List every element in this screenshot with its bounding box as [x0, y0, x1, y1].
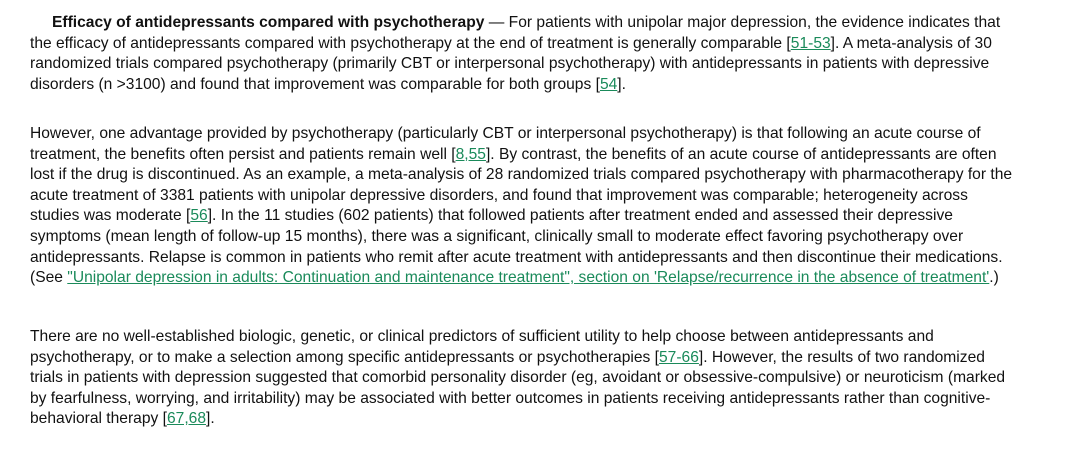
text-line: behavioral therapy [67,68]. — [30, 410, 215, 428]
text-line: lost if the drug is discontinued. As an example, a meta-analysis of 28 randomized trials compared psychotherapy with pharmacotherapy for the — [30, 166, 1013, 184]
text-line: by fearfulness, worrying, and irritability) may be associated with better outcomes in patients receiving antidepressants rather than cognitive- — [30, 389, 991, 407]
text-line: Efficacy of antidepressants compared with psychotherapy — For patients with unipolar major depression, the evidence indicates that — [52, 14, 1001, 31]
reference-link[interactable]: 57-66 — [659, 348, 699, 366]
paragraph-psychotherapy-advantage — [30, 124, 1080, 289]
text-line: However, one advantage provided by psychotherapy (particularly CBT or interpersonal psychotherapy) is that following an acute course of — [30, 125, 981, 142]
text-line: antidepressants. Relapse is common in patients who remit after acute treatment with antidepressants and then discontinue their medications. — [30, 248, 1003, 266]
text-line: the efficacy of antidepressants compared with psychotherapy at the end of treatment is generally comparable [51-53]. A meta-analysis of 30 — [30, 34, 992, 52]
reference-link[interactable]: 8,55 — [455, 145, 486, 163]
text-line: symptoms (mean length of follow-up 15 months), there was a significant, clinically small to moderate effect favoring psychotherapy over — [30, 227, 964, 245]
reference-link[interactable]: 56 — [190, 207, 208, 225]
paragraph-predictors — [30, 327, 1080, 430]
section-heading: Efficacy of antidepressants compared with psychotherapy — [52, 14, 485, 31]
paragraph-efficacy — [30, 13, 1080, 95]
text-line: (See "Unipolar depression in adults: Continuation and maintenance treatment", section on 'Relapse/recurrence in the absence of treatment'.) — [30, 269, 999, 287]
reference-link[interactable]: 67,68 — [166, 410, 206, 428]
text-line: disorders (n >3100) and found that improvement was comparable for both groups [54]. — [30, 75, 626, 93]
topic-cross-reference-link[interactable]: "Unipolar depression in adults: Continuation and maintenance treatment", section on 'Relapse/recurrence in the absence of treatment' — [67, 269, 990, 287]
text-line: treatment, the benefits often persist and patients remain well [8,55]. By contrast, the benefits of an acute course of antidepressants are often — [30, 145, 997, 163]
text-line: acute treatment of 3381 patients with unipolar depressive disorders, and found that improvement was comparable; heterogeneity across — [30, 186, 968, 204]
text-line: trials in patients with depression suggested that comorbid personality disorder (eg, avoidant or obsessive-compulsive) or neuroticism (marked — [30, 369, 1006, 387]
text-line: There are no well-established biologic, genetic, or clinical predictors of sufficient utility to help choose between antidepressants and — [30, 328, 934, 345]
reference-link[interactable]: 54 — [599, 75, 618, 93]
text-line: studies was moderate [56]. In the 11 studies (602 patients) that followed patients after treatment ended and assessed their depressive — [30, 207, 953, 225]
text-line: randomized trials compared psychotherapy (primarily CBT or interpersonal psychotherapy) with antidepressants in patients with depressive — [30, 55, 990, 73]
text-line: psychotherapy, or to make a selection among specific antidepressants or psychotherapies [57-66]. However, the results of two randomized — [30, 348, 985, 366]
reference-link[interactable]: 51-53 — [790, 34, 831, 52]
